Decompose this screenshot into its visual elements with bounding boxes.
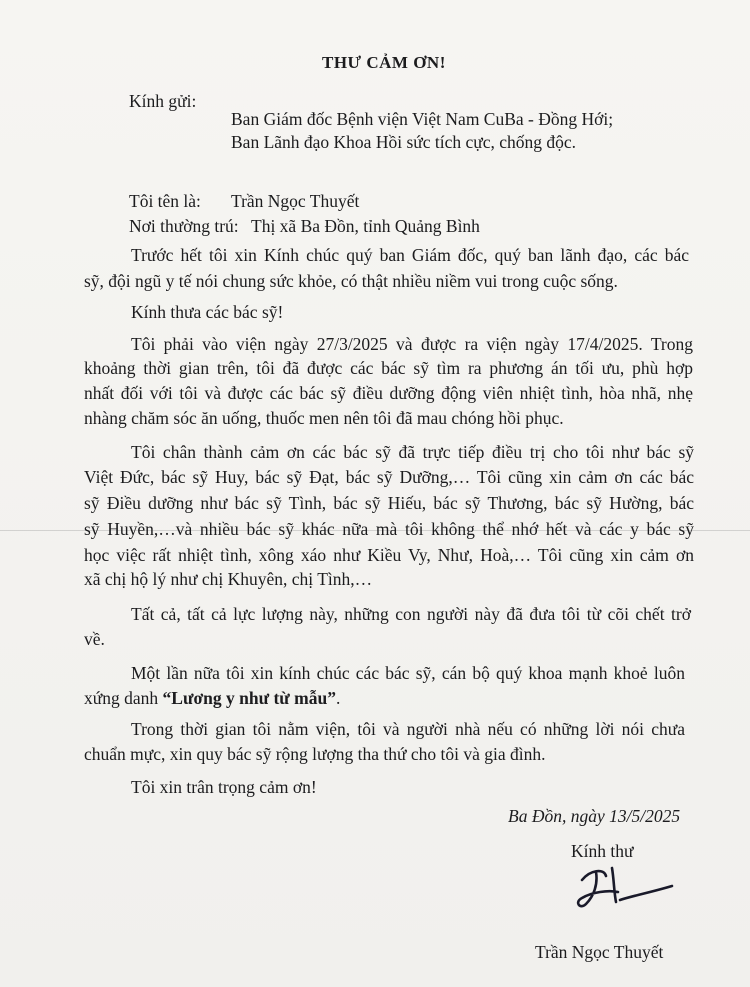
paragraph-8: Tôi xin trân trọng cảm ơn! <box>131 777 317 797</box>
name-label: Tôi tên là: <box>129 191 201 211</box>
paragraph-4-line-6: xã chị hộ lý như chị Khuyên, chị Tình,… <box>84 569 373 589</box>
paragraph-4-line-4: sỹ Huyền,…và nhiều bác sỹ khác nữa mà tôi không thể nhớ hết và các y bác sỹ <box>84 519 694 539</box>
paragraph-6-line-2 <box>84 687 340 709</box>
paragraph-4-line-1: Tôi chân thành cảm ơn các bác sỹ đã trực tiếp điều trị cho tôi như bác sỹ <box>131 442 694 462</box>
paragraph-3-line-3: nhất đối với tôi và được các bác sỹ điều dưỡng động viên nhiệt tình, hòa nhã, nhẹ <box>84 383 693 403</box>
paragraph-6-suffix: . <box>335 688 341 708</box>
paragraph-5-line-1: Tất cả, tất cả lực lượng này, những con người này đã đưa tôi từ cõi chết trở <box>131 604 691 624</box>
paragraph-1-line-1: Trước hết tôi xin Kính chúc quý ban Giám đốc, quý ban lãnh đạo, các bác <box>131 245 689 265</box>
signature <box>568 862 678 918</box>
place-date: Ba Đồn, ngày 13/5/2025 <box>508 806 681 826</box>
paragraph-3-line-1: Tôi phải vào viện ngày 27/3/2025 và được ra viện ngày 17/4/2025. Trong <box>131 334 693 354</box>
paragraph-4-line-3: sỹ Điều dưỡng như bác sỹ Tình, bác sỹ Hiếu, bác sỹ Thương, bác sỹ Hường, bác <box>84 493 694 513</box>
paragraph-2: Kính thưa các bác sỹ! <box>131 302 284 322</box>
letter-title: THƯ CẢM ƠN! <box>322 53 446 72</box>
signer-name: Trần Ngọc Thuyết <box>535 942 664 962</box>
paragraph-6-line-1: Một lần nữa tôi xin kính chúc các bác sỹ, cán bộ quý khoa mạnh khoẻ luôn <box>131 663 685 683</box>
paragraph-4-line-5: học việc rất nhiệt tình, xông xáo như Kiều Vy, Như, Hoà,… Tôi cũng xin cảm ơn <box>84 545 694 565</box>
paragraph-3-line-4: nhàng chăm sóc ăn uống, thuốc men nên tôi đã mau chóng hồi phục. <box>84 408 564 428</box>
paragraph-3-line-2: khoảng thời gian trên, tôi đã được các bác sỹ tìm ra phương án tối ưu, phù hợp <box>84 358 693 378</box>
recipient-2: Ban Lãnh đạo Khoa Hồi sức tích cực, chống độc. <box>231 132 577 152</box>
residence-value: Thị xã Ba Đồn, tỉnh Quảng Bình <box>251 216 480 236</box>
greeting-label: Kính gửi: <box>129 91 197 111</box>
paragraph-1-line-2: sỹ, đội ngũ y tế nói chung sức khỏe, có thật nhiều niềm vui trong cuộc sống. <box>84 271 618 291</box>
motto-quote: “Lương y như từ mẫu” <box>162 688 336 708</box>
name-value: Trần Ngọc Thuyết <box>231 191 360 211</box>
paragraph-5-line-2: về. <box>84 629 105 649</box>
paragraph-6-prefix: xứng danh <box>84 688 163 708</box>
paragraph-7-line-1: Trong thời gian tôi nằm viện, tôi và người nhà nếu có những lời nói chưa <box>131 719 685 739</box>
recipient-1: Ban Giám đốc Bệnh viện Việt Nam CuBa - Đồng Hới; <box>231 109 614 129</box>
residence-label: Nơi thường trú: <box>129 216 239 236</box>
paragraph-4-line-2: Việt Đức, bác sỹ Huy, bác sỹ Đạt, bác sỹ Dưỡng,… Tôi cũng xin cảm ơn các bác <box>84 467 694 487</box>
closing: Kính thư <box>571 841 634 861</box>
paragraph-7-line-2: chuẩn mực, xin quy bác sỹ rộng lượng tha thứ cho tôi và gia đình. <box>84 744 546 764</box>
